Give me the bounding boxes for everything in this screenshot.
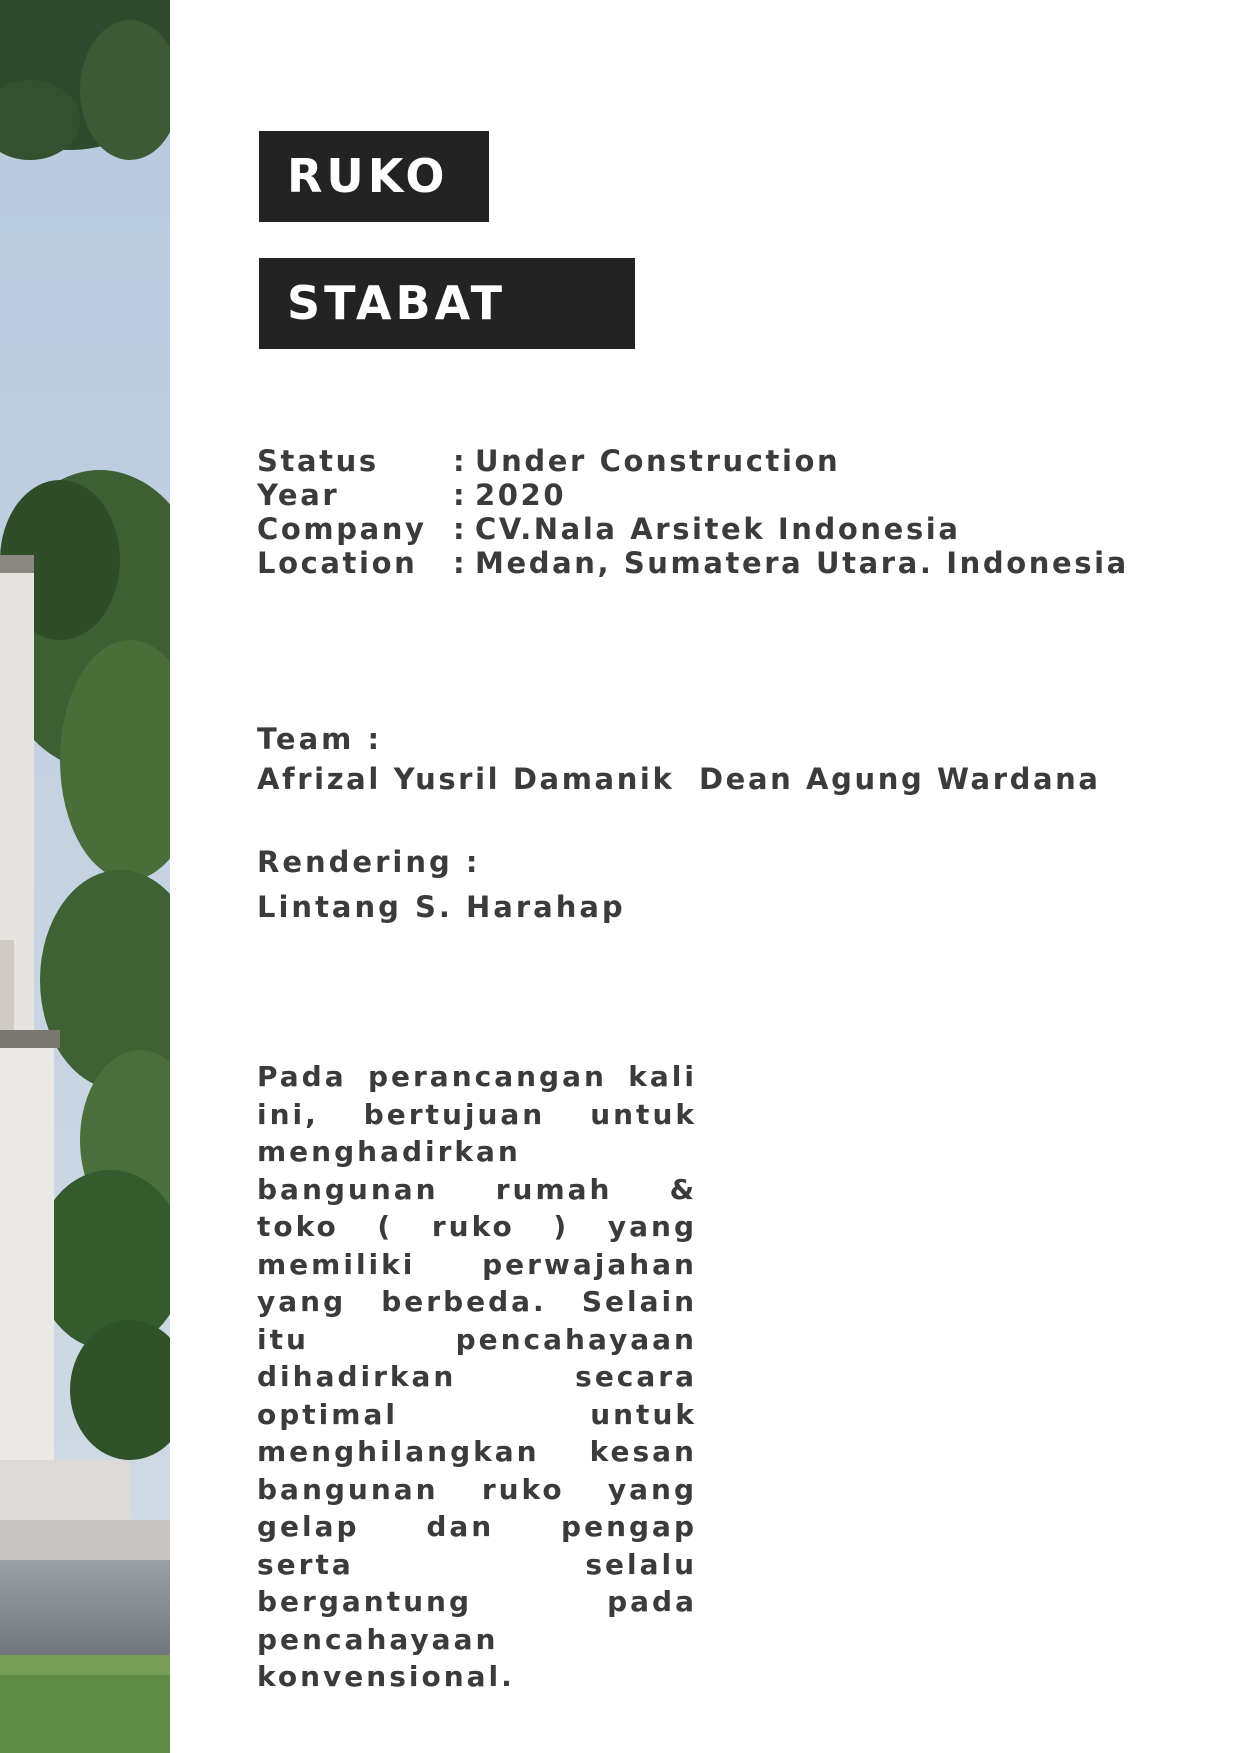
title-ruko: RUKO: [259, 131, 489, 222]
rendering-name: Lintang S. Harahap: [257, 890, 626, 924]
info-label: Location: [257, 546, 418, 580]
team-members: [257, 762, 1101, 796]
title-stabat: STABAT: [259, 258, 635, 349]
project-description: Pada perancangan kali ini, bertujuan untuk menghadirkan bangunan rumah & toko ( ruko ) yang memiliki perwajahan yang berbeda. Selain itu pencahayaan dihadirkan secara optimal untuk menghilangkan kesan bangunan ruko yang gelap dan pengap serta selalu bergantung pada pencahayaan konvensional.: [257, 1060, 697, 1693]
info-label: Year: [257, 478, 340, 512]
info-value: Under Construction: [475, 444, 841, 478]
team-member: Dean Agung Wardana: [699, 762, 1101, 796]
info-value: Medan, Sumatera Utara. Indonesia: [475, 546, 1129, 580]
info-separator: :: [453, 444, 468, 478]
building-render-photo: [0, 0, 170, 1753]
info-separator: :: [453, 512, 468, 546]
project-info: [257, 444, 1129, 580]
team-member: Afrizal Yusril Damanik: [257, 762, 675, 796]
info-separator: :: [453, 546, 468, 580]
team-label: Team :: [257, 722, 383, 756]
info-row-location: [257, 546, 1129, 580]
info-label: Status: [257, 444, 379, 478]
info-row-year: [257, 478, 1129, 512]
info-separator: :: [453, 478, 468, 512]
info-value: CV.Nala Arsitek Indonesia: [475, 512, 961, 546]
info-label: Company: [257, 512, 427, 546]
rendering-label: Rendering :: [257, 845, 481, 879]
info-value: 2020: [475, 478, 567, 512]
info-row-company: [257, 512, 1129, 546]
info-row-status: [257, 444, 1129, 478]
